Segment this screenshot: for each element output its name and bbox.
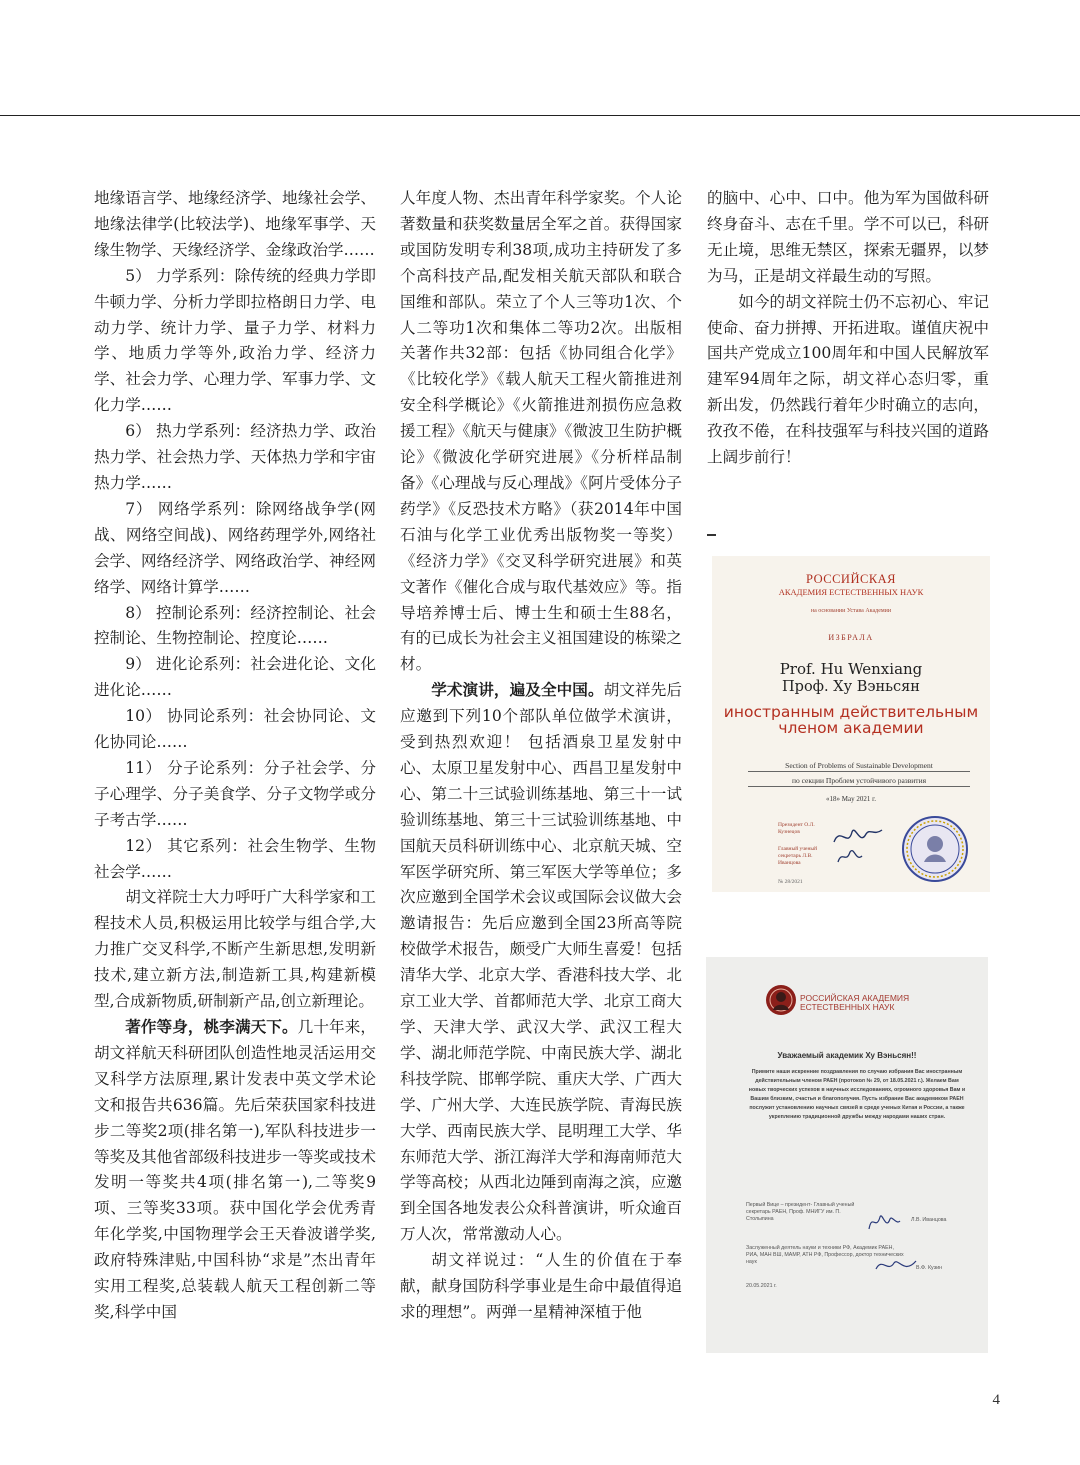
paragraph: 7） 网络学系列：除网络战争学(网战、网络空间战)、网络药理学外,网络社会学、网络经济学、网络政治学、神经网络学、网络计算学…… [94,499,376,596]
section-heading: 著作等身，桃李满天下。 [125,1018,298,1036]
signature-scribble [830,818,890,868]
paragraph: 的脑中、心中、口中。他为军为国做科研终身奋斗、志在千里。学不可以已，科研无止境，思维无禁区，探索无疆界，以梦为马，正是胡文祥最生动的写照。 [707,189,989,285]
paragraph: 9） 进化论系列：社会进化论、文化进化论…… [94,655,376,700]
paragraph: 如今的胡文祥院士仍不忘初心、牢记使命、奋力拼搏、开拓进取。谨值庆祝中国共产党成立100周年和中国人民解放军建军94周年之际，胡文祥心态归零，重新出发，仍然践行着年少时确立的志向，孜孜不倦，在科技强军与科技兴国的道路上阔步前行！ [707,292,989,467]
text-column-3 [707,186,989,471]
paragraph: 胡文祥说过：“人生的价值在于奉献，献身国防科学事业是生命中最值得追求的理想”。两弹一星精神深植于他 [400,1251,682,1321]
secretary-signature-label: Главный ученый секретарь Л.В. Иванцова [778,846,818,866]
paragraph: 11） 分子论系列：分子社会学、分子心理学、分子美食学、分子文物学或分子考古学…… [94,758,376,829]
certificate-date: «18» May 2021 г. [826,795,876,803]
certificate-membership: иностранным действительным членом академии [723,703,979,737]
signature-scribble [866,1207,902,1235]
top-rule [0,115,1080,116]
letter-date: 20.05.2021 г. [746,1283,777,1289]
letter-academy-name: РОССИЙСКАЯ АКАДЕМИЯ ЕСТЕСТВЕННЫХ НАУК [800,993,910,1012]
congratulation-letter [706,957,988,1353]
president-signature-label: Президент О.Л. Кузнецов [778,822,815,835]
paragraph: 12） 其它系列：社会生物学、生物社会学…… [94,836,376,881]
certificate-name-en: Prof. Hu Wenxiang [779,660,923,678]
section-heading: 学术演讲，遍及全中国。 [431,681,604,700]
certificate-name-ru: Проф. Ху Вэньсян [782,679,920,695]
academy-seal-icon [900,814,970,884]
paragraph [400,678,682,1248]
certificate-title: РОССИЙСКАЯ [805,572,897,586]
signature-scribble [874,1253,918,1277]
letter-greeting: Уважаемый академик Ху Вэньсян!! [777,1051,917,1060]
paragraph: 8） 控制论系列：经济控制论、社会控制论、生物控制论、控度论…… [94,603,376,648]
certificate-subtitle: на основании Устава Академии [810,608,892,614]
page-number: 4 [992,1392,1000,1408]
certificate-section-en: Section of Problems of Sustainable Development [748,761,970,772]
letter-signatory-2-name: В.Ф. Кузин [916,1265,943,1271]
paragraph [94,1015,376,1326]
paragraph: 人年度人物、杰出青年科学家奖。个人论著数量和获奖数量居全军之首。获得国家或国防发明专利38项,成功主持研发了多个高科技产品,配发相关航天部队和联合国维和部队。荣立了个人三等功1次、个人二等功1次和集体二等功2次。出版相关著作共32部：包括《协同组合化学》《比较化学》《载人航天工程火箭推进剂安全科学概论》《火箭推进剂损伤应急救援工程》《航天与健康》《微波卫生防护概论》《微波化学研究进展》《分析样品制备》《心理战与反心理战》《阿片受体分子药学》《反恐技术方略》（获2014年中国石油与化学工业优秀出版物奖一等奖）《经济力学》《交叉科学研究进展》和英文著作《催化合成与取代基效应》等。指导培养博士后、博士生和硕士生88名，有的已成长为社会主义祖国建设的栋梁之材。 [400,189,682,674]
paragraph: 10） 协同论系列：社会协同论、文化协同论…… [94,707,376,752]
certificate-section-ru: по секции Проблем устойчивого развития [748,776,970,787]
academy-certificate [712,556,990,892]
certificate-elected: ИЗБРАЛА [828,633,874,642]
paragraph: 6） 热力学系列：经济热力学、政治热力学、社会热力学、天体热力学和宇宙热力学…… [94,422,376,492]
paragraph-text: 胡文祥先后应邀到下列10个部队单位做学术演讲，受到热烈欢迎！ 包括酒泉卫星发射中心、太原卫星发射中心、西昌卫星发射中心、第二十三试验训练基地、第三十一试验训练基地、第三十三试验训练基地、中国航天员科研训练中心、北京航天城、空军医学研究所、第三军医大学等单位；多次应邀到全国学术会议或国际会议做大会邀请报告：先后应邀到全国23所高等院校做学术报告，颇受广大师生喜爱！包括清华大学、北京大学、香港科技大学、北京工业大学、首都师范大学、北京工商大学、天津大学、武汉大学、武汉工程大学、湖北师范学院、中南民族大学、湖北科技学院、邯郸学院、重庆大学、广西大学、广州大学、大连民族学院、青海民族大学、西南民族大学、昆明理工大学、华东师范大学、浙江海洋大学和海南师范大学等高校；从西北边陲到南海之滨，应邀到全国各地发表公众科普演讲，听众逾百万人次，常常激动人心。 [400,681,682,1244]
paragraph: 地缘语言学、地缘经济学、地缘社会学、地缘法律学(比较法学)、地缘军事学、天缘生物学、天缘经济学、金缘政治学…… [94,189,376,259]
paragraph: 5） 力学系列：除传统的经典力学即牛顿力学、分析力学即拉格朗日力学、电动力学、统计力学、量子力学、材料力学、地质力学等外,政治力学、经济力学、社会力学、心理力学、军事力学、文化力学…… [94,266,376,415]
letter-signatory-1: Первый Вице – президент- Главный ученый секретарь РАЕН, Проф. МНИГУ им. П. Столыпина [746,1202,855,1222]
paragraph: 胡文祥院士大力呼吁广大科学家和工程技术人员,积极运用比较学与组合学,大力推广交叉科学,不断产生新思想,发明新技术,建立新方法,制造新工具,构建新模型,合成新物质,研制新产品,创立新理论。 [94,888,376,1011]
letter-signatory-2: Заслуженный деятель науки и техники РФ, Академик РАЕН, РИА, МАН ВШ, МАМР, АТН РФ, Профессор, доктор технических наук [746,1245,904,1265]
certificate-number: № 28/2021 [778,879,803,885]
letter-signatory-1-name: Л.В. Иванцова [911,1217,947,1223]
letter-body: Примите наши искренние поздравления по случаю избрания Вас иностранным действительным членом РАЕН (протокол № 29, от 18.05.2021 г.). Желаем Вам новых творческих успехов в научных исследованиях, огромного здоровья Вам и Вашим близким, счастья и благополучия. Пусть избрание Вас академиком РАЕН послужит установлению научных связей в среде ученых Китая и России, а также укреплению традиционной дружбы между народами наших стран. [748,1069,966,1120]
text-column-2 [400,186,682,1326]
dash-mark [707,534,716,536]
academy-logo-icon [764,983,798,1017]
text-column-1 [94,186,376,1326]
paragraph-text: 几十年来，胡文祥航天科研团队创造性地灵活运用交叉科学方法原理,累计发表中英文学术论文和报告共636篇。先后荣获国家科技进步二等奖2项(排名第一),军队科技进步一等奖及其他省部级科技进步一等奖或技术发明一等奖共4项(排名第一),二等奖9项、三等奖33项。获中国化学会优秀青年化学奖,中国物理学会王天眷波谱学奖,政府特殊津贴,中国科协“求是”杰出青年实用工程奖,总装载人航天工程创新二等奖,科学中国 [94,1018,376,1321]
certificate-title-2: АКАДЕМИЯ ЕСТЕСТВЕННЫХ НАУК [778,587,924,597]
